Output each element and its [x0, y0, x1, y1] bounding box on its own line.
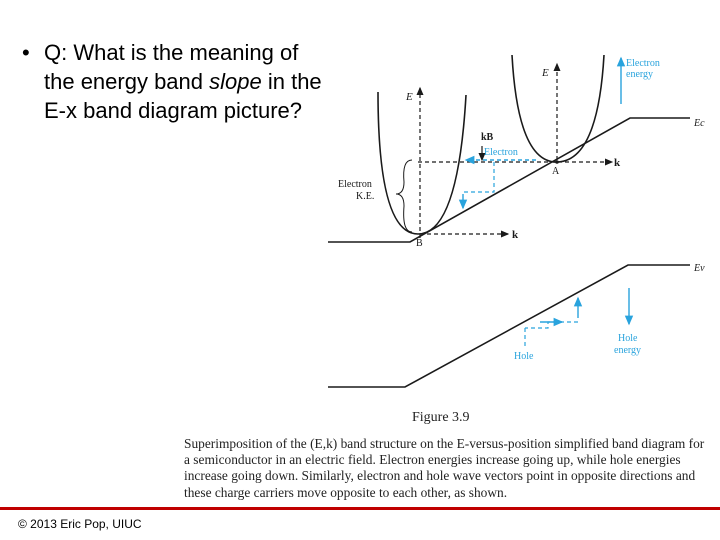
kb-label: kB: [481, 132, 494, 143]
conduction-band-edge: [328, 118, 690, 242]
hole-energy-label-2: energy: [614, 345, 642, 356]
k-axis-upper-label: k: [614, 157, 621, 169]
point-a-label: A: [552, 166, 560, 177]
hole-path: [525, 322, 578, 328]
ev-label-text: Ev: [694, 263, 705, 274]
ec-label: [693, 118, 705, 129]
question-emphasis: slope: [209, 69, 262, 94]
footer-bar: [0, 507, 720, 510]
hole-label: Hole: [514, 351, 534, 362]
ev-label: [693, 263, 705, 274]
electron-ke-label-1: Electron: [338, 179, 372, 190]
caption-mask: [176, 500, 716, 512]
electron-drop-path: [463, 162, 494, 192]
bullet-marker: •: [22, 40, 30, 65]
point-b-label: B: [416, 238, 423, 249]
figure-title: Figure 3.9: [412, 410, 470, 425]
e-axis-left-label: E: [406, 91, 413, 103]
e-axis-right-label: E: [542, 67, 549, 79]
electron-energy-label-1: Electron: [626, 58, 660, 69]
right-parabola: [512, 55, 604, 162]
electron-ke-label-2: K.E.: [356, 191, 375, 202]
figure-caption: Superimposition of the (E,k) band structure on the E-versus-position simplified band diagram for a semiconductor in an electric field. Electron energies increase going up, while hole energies increase going down. Similarly, electron and hole wave vectors point in opposite directions and these charge carriers move opposite to each other, as shown.: [184, 436, 705, 500]
valence-band-edge: [328, 265, 690, 387]
point-a-marker: [555, 160, 559, 164]
left-parabola: [378, 92, 466, 234]
electron-energy-label-2: energy: [626, 69, 654, 80]
copyright-text: © 2013 Eric Pop, UIUC: [18, 517, 142, 531]
hole-energy-label-1: Hole: [618, 333, 638, 344]
ec-label-text: Ec: [694, 118, 705, 129]
electron-label: Electron: [484, 147, 518, 158]
k-axis-lower-label: k: [512, 229, 519, 241]
question-text: Q: What is the meaning of the energy band slope in the E-x band diagram picture?: [44, 40, 322, 123]
